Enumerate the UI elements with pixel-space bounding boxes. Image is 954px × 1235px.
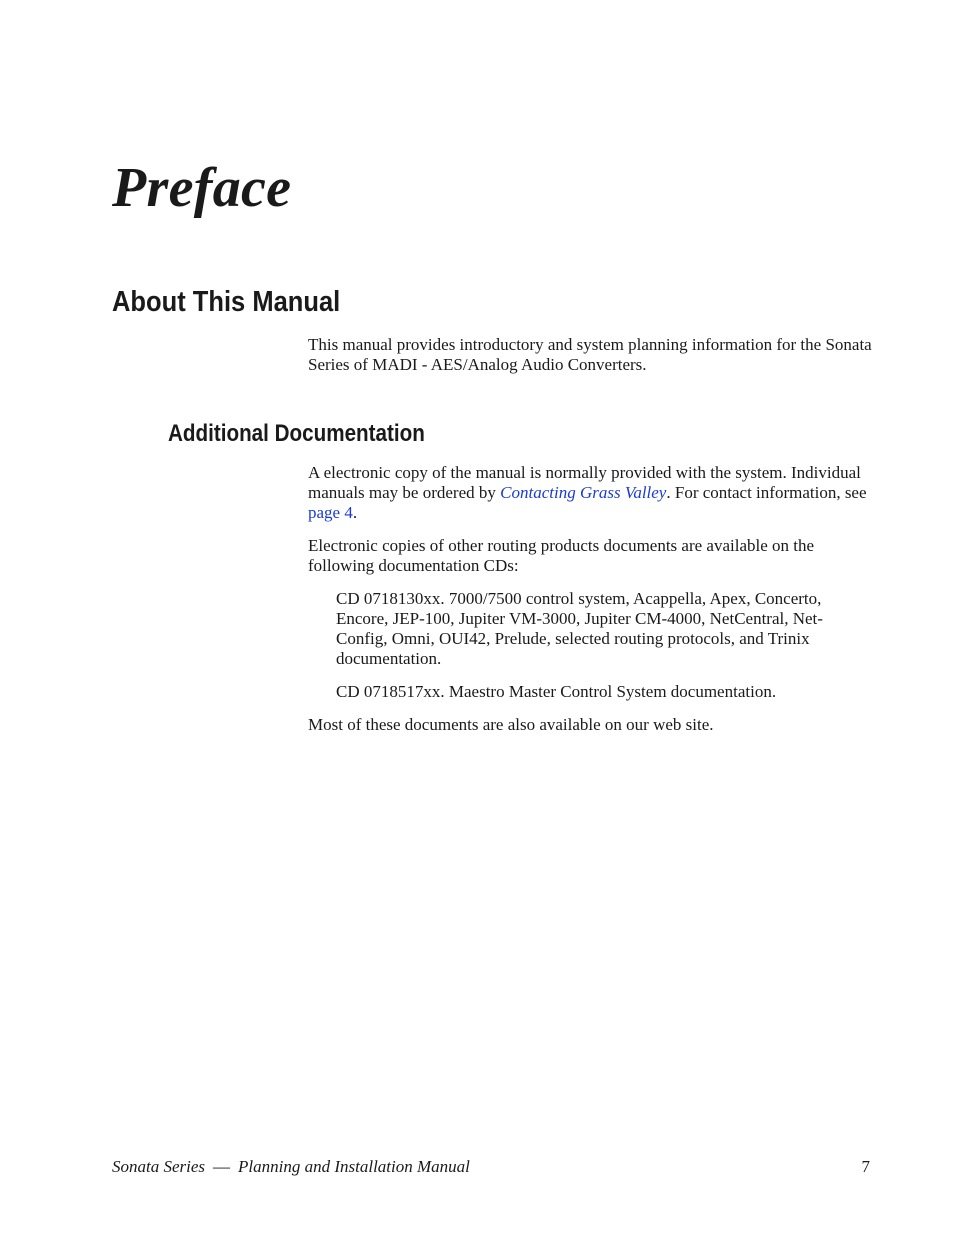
additional-docs-block	[308, 463, 874, 735]
section-heading-about: About This Manual	[112, 286, 341, 318]
footer-separator: —	[213, 1157, 231, 1176]
footer-manual-name: Planning and Installation Manual	[238, 1157, 470, 1176]
intro-paragraph: This manual provides introductory and system planning information for the Sonata Series of MADI - AES/Analog Audio Converters.	[308, 335, 872, 374]
intro-block	[308, 335, 874, 375]
footer-series: Sonata Series	[112, 1157, 206, 1176]
page-4-link[interactable]: page 4	[308, 503, 353, 522]
web-site-paragraph: Most of these documents are also available on our web site.	[308, 715, 714, 734]
subsection-heading-additional-docs: Additional Documentation	[168, 420, 425, 447]
footer-title	[112, 1157, 470, 1177]
cd-list-item: CD 0718130xx. 7000/7500 control system, Acappella, Apex, Concerto, Encore, JEP-100, Jupiter VM-3000, Jupiter CM-4000, NetCentral, Net-Config, Omni, OUI42, Prelude, selected routing protocols, and Trinix documentation.	[336, 589, 823, 668]
documentation-cds-paragraph: Electronic copies of other routing products documents are available on the following documentation CDs:	[308, 536, 815, 575]
paragraph-text: . For contact information, see	[666, 483, 867, 502]
cd-list-item: CD 0718517xx. Maestro Master Control System documentation.	[336, 682, 777, 701]
contacting-grass-valley-link[interactable]: Contacting Grass Valley	[500, 483, 667, 502]
electronic-copy-paragraph	[308, 463, 874, 523]
page-number: 7	[861, 1157, 870, 1176]
paragraph-text: A electronic copy of the manual is normally provided with the system. Individual manuals may be ordered by	[308, 463, 861, 502]
paragraph-text: .	[352, 503, 358, 522]
chapter-title: Preface	[112, 157, 292, 219]
